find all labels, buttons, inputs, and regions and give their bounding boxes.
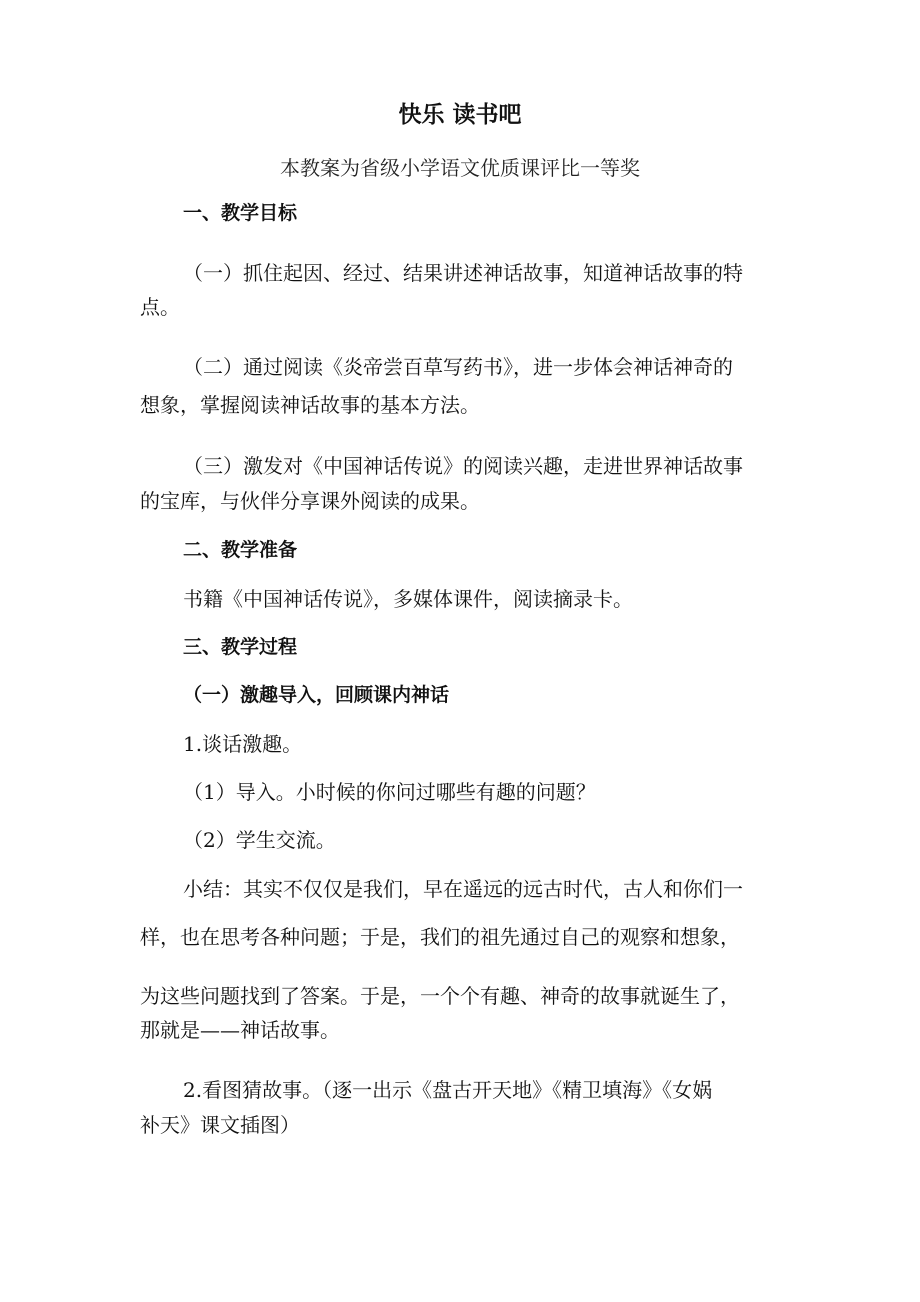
section-heading-process: 三、教学过程 <box>183 636 298 658</box>
process-item-1: 1.谈话激趣。 <box>183 732 303 756</box>
summary-line3: 为这些问题找到了答案。于是，一个个有趣、神奇的故事就诞生了， <box>140 984 740 1008</box>
process-item-1-1: （1）导入。小时候的你问过哪些有趣的问题？ <box>183 780 596 804</box>
summary-line1: 小结：其实不仅仅是我们，早在遥远的远古时代，古人和你们一 <box>183 877 743 901</box>
objective-1-line1: （一）抓住起因、经过、结果讲述神话故事，知道神话故事的特 <box>183 261 743 285</box>
objective-1-line2: 点。 <box>140 295 180 319</box>
document-title: 快乐 读书吧 <box>398 102 522 128</box>
process-item-1-2: （2）学生交流。 <box>183 828 336 852</box>
objective-3-line2: 的宝库，与伙伴分享课外阅读的成果。 <box>140 489 480 513</box>
objective-3-line1: （三）激发对《中国神话传说》的阅读兴趣，走进世界神话故事 <box>183 454 743 478</box>
objective-2-line2: 想象，掌握阅读神话故事的基本方法。 <box>140 393 480 417</box>
document-subtitle: 本教案为省级小学语文优质课评比一等奖 <box>280 156 640 180</box>
objective-2-line1: （二）通过阅读《炎帝尝百草写药书》，进一步体会神话神奇的 <box>183 355 733 379</box>
process-item-2-line2: 补天》课文插图） <box>140 1113 300 1137</box>
section-heading-objectives: 一、教学目标 <box>183 202 298 224</box>
preparation-text: 书籍《中国神话传说》，多媒体课件，阅读摘录卡。 <box>183 587 633 611</box>
process-subheading: （一）激趣导入，回顾课内神话 <box>183 684 450 706</box>
process-item-2-line1: 2.看图猜故事。（逐一出示《盘古开天地》《精卫填海》《女娲 <box>183 1078 713 1102</box>
summary-line2: 样，也在思考各种问题；于是，我们的祖先通过自己的观察和想象， <box>140 925 740 949</box>
summary-line4: 那就是——神话故事。 <box>140 1018 340 1042</box>
section-heading-preparation: 二、教学准备 <box>183 539 298 561</box>
